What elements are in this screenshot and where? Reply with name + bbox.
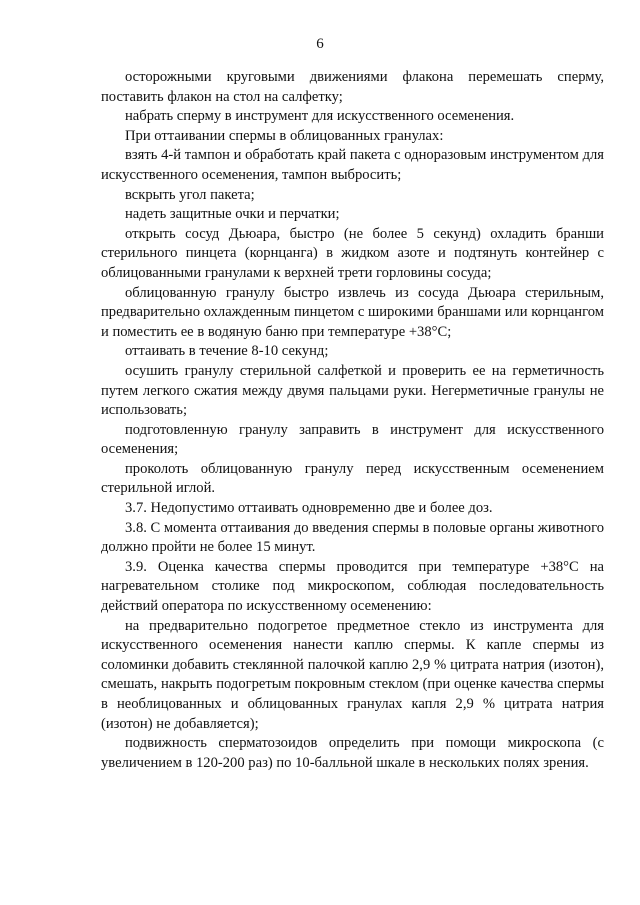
paragraph: осушить гранулу стерильной салфеткой и проверить ее на герметичность путем легкого сжатия между двумя пальцами руки. Негерметичные гранулы не использовать; [101,362,604,419]
paragraph: вскрыть угол пакета; [125,186,255,203]
paragraph: облицованную гранулу быстро извлечь из сосуда Дьюара стерильным, предварительно охлажденным пинцетом с широкими браншами или корнцангом и поместить ее в водяную баню при температуре +38°С; [101,284,604,340]
paragraph: При оттаивании спермы в облицованных гранулах: [125,127,444,144]
section-3-9: 3.9. Оценка качества спермы проводится при температуре +38°С на нагревательном столике под микроскопом, соблюдая последовательность действий оператора по искусственному осеменению: [101,558,604,615]
section-3-7: 3.7. Недопустимо оттаивать одновременно две и более доз. [125,500,493,517]
paragraph: надеть защитные очки и перчатки; [125,206,340,223]
paragraph: открыть сосуд Дьюара, быстро (не более 5 секунд) охладить бранши стерильного пинцета (корнцанга) в жидком азоте и подтянуть контейнер с облицованными гранулами к верхней трети горловины сосуда; [101,225,604,281]
paragraph: подвижность сперматозоидов определить при помощи микроскопа (с увеличением в 120-200 раз) по 10-балльной шкале в нескольких полях зрения. [101,735,604,771]
section-3-8: 3.8. С момента оттаивания до введения спермы в половые органы животного должно пройти не более 15 минут. [101,519,604,556]
page-body [101,68,604,773]
paragraph: подготовленную гранулу заправить в инструмент для искусственного осеменения; [101,421,604,458]
paragraph: проколоть облицованную гранулу перед искусственным осеменением стерильной иглой. [101,460,604,497]
paragraph: на предварительно подогретое предметное стекло из инструмента для искусственного осеменения нанести каплю спермы. К капле спермы из соломинки добавить стеклянной палочкой каплю 2,9 % цитрата натрия (изотон), смешать, накрыть подогретым покровным стеклом (при оценке качества спермы в необлицованных и облицованных гранулах капля 2,9 % цитрата натрия (изотон) не добавляется); [101,617,604,732]
paragraph: набрать сперму в инструмент для искусственного осеменения. [125,108,515,125]
paragraph: взять 4-й тампон и обработать край пакета с одноразовым инструментом для искусственного осеменения, тампон выбросить; [101,147,604,183]
paragraph: оттаивать в течение 8-10 секунд; [125,343,329,360]
paragraph: осторожными круговыми движениями флакона перемешать сперму, поставить флакон на стол на салфетку; [101,69,604,105]
page-number: 6 [316,36,324,52]
